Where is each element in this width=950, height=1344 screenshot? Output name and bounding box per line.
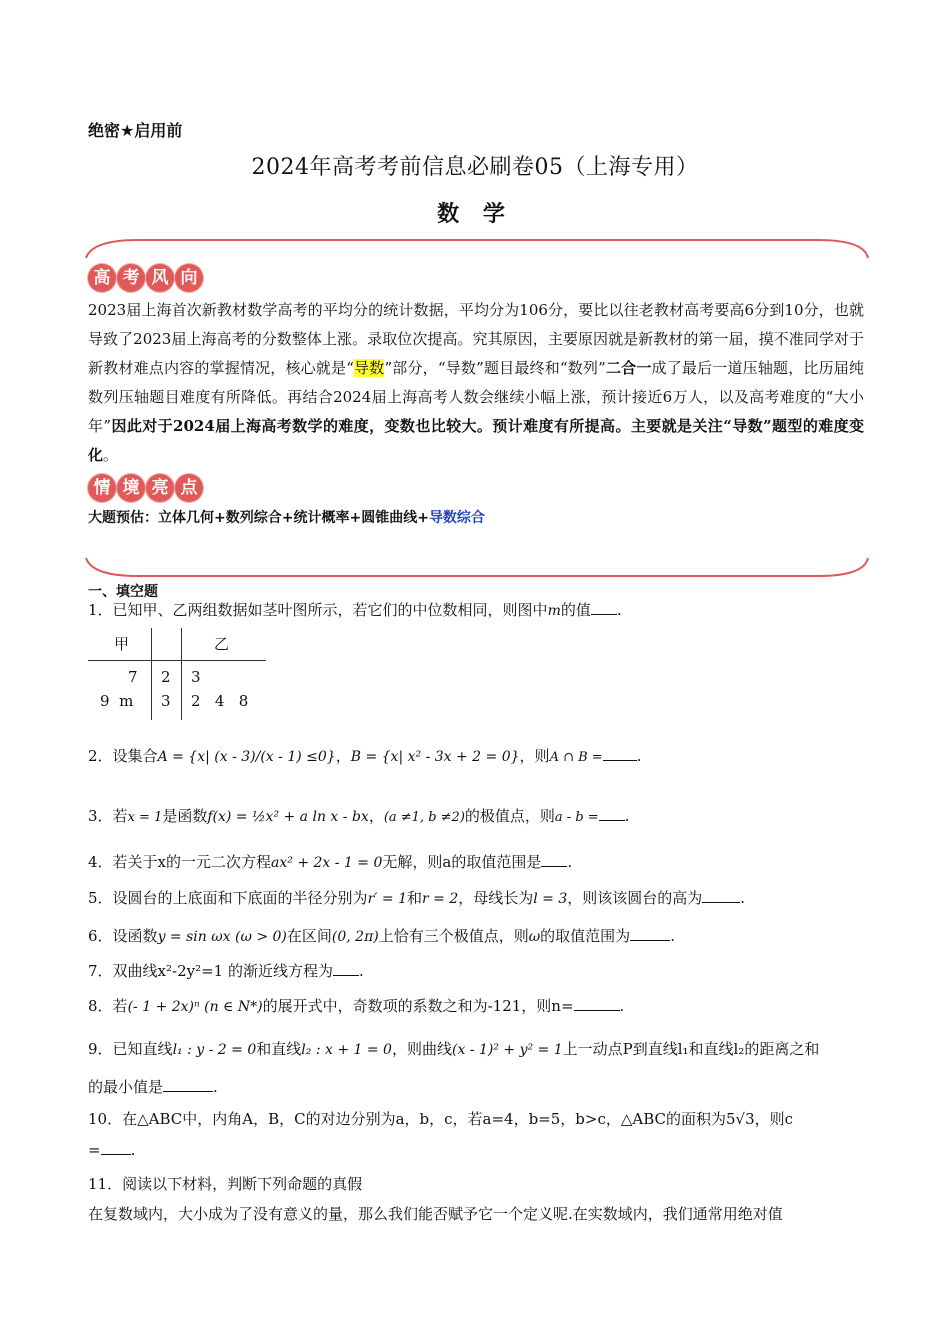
question-text: 和 (406, 889, 422, 907)
math-expression: (- 1 + 2x)ⁿ (n ∈ N*) (127, 999, 263, 1015)
answer-blank[interactable] (591, 600, 617, 615)
question-text: . (567, 853, 573, 871)
math-expression: l = 3 (533, 891, 568, 907)
question-text: 在复数域内，大小成为了没有意义的量，那么我们能否赋予它一个定义呢.在实数域内，我们通常用绝对值 (88, 1205, 783, 1223)
math-expression: B = {x| x² - 3x + 2 = 0} (350, 749, 520, 765)
trend-text: 2023届上海首次新教材数学高考的平均分的统计数据，平均分为106分，要比以往老教材高考要高6分到10分，也就导致了2023届上海高考的分数整体上涨。录取位次提高。究其原因，主要原因就是新教材的第一届，摸不准同学对于新教材难点内容的掌握情况，核心就是“ (88, 301, 864, 377)
question-1 (88, 599, 622, 622)
question-text: 的展开式中，奇数项的系数之和为-121，则n= (262, 997, 574, 1015)
question-text: . (740, 889, 746, 907)
stem-value: 3 (161, 692, 171, 710)
question-text: = (88, 1141, 101, 1159)
trend-text: 成了最后一道压轴题，比历届纯数列压轴题目难度有所降低。再结合2024届上海高考人数会继续小幅上涨，预计接近6万人，以及高考难度的“大小年” (88, 359, 864, 435)
question-4 (88, 851, 572, 874)
leaf-right: 2 4 8 (191, 692, 249, 710)
math-expression: l₁ : y - 2 = 0 (172, 1042, 257, 1058)
question-8 (88, 995, 624, 1018)
question-text: 的值 (560, 601, 591, 619)
stem-left-header: 甲 (114, 635, 130, 653)
question-text: 在区间 (286, 927, 332, 945)
trend-text: 。 (103, 446, 119, 464)
question-text: ， (335, 747, 351, 765)
question-number: 9． (88, 1040, 113, 1058)
math-expression: A = {x| (x - 3)/(x - 1) ≤0} (157, 749, 336, 765)
question-text: ，则 (519, 747, 550, 765)
question-number: 4． (88, 853, 113, 871)
question-text: 的最小值是 (88, 1078, 164, 1096)
scenario-highlight: 导数综合 (428, 510, 485, 526)
math-expression: y = sin ωx (ω > 0) (157, 929, 287, 945)
badge-char: 高 (88, 264, 116, 292)
question-text: . (616, 601, 622, 619)
answer-blank[interactable] (603, 746, 637, 761)
question-number: 1． (88, 601, 113, 619)
badge-char: 情 (88, 474, 116, 502)
question-text: 若 (112, 997, 128, 1015)
question-text: 设函数 (112, 927, 158, 945)
question-text: 是函数 (162, 807, 208, 825)
leaf-left: 9 m (100, 692, 134, 710)
question-text: 若 (112, 807, 128, 825)
math-expression: (x - 1)² + y² = 1 (451, 1042, 563, 1058)
math-expression: f(x) = ½x² + a ln x - bx (207, 809, 369, 825)
answer-blank[interactable] (163, 1077, 213, 1092)
scenario-badges (88, 474, 204, 502)
question-text: ，则曲线 (391, 1040, 452, 1058)
question-9-line2 (88, 1076, 218, 1098)
question-11 (88, 1173, 362, 1195)
question-text: . (619, 997, 625, 1015)
question-7 (88, 960, 364, 982)
question-text: . (359, 962, 364, 980)
question-text: 在△ABC中，内角A，B，C的对边分别为a，b，c，若a=4，b=5，b>c，△ABC的面积为5√3，则c (122, 1110, 794, 1128)
question-text: 已知直线 (112, 1040, 173, 1058)
stem-hline (88, 660, 266, 661)
exam-title: 2024年高考考前信息必刷卷05（上海专用） (251, 155, 699, 180)
confidential-label: 绝密★启用前 (88, 121, 183, 140)
question-number: 10． (88, 1110, 123, 1128)
question-2 (88, 745, 641, 769)
question-number: 3． (88, 807, 113, 825)
answer-blank[interactable] (574, 996, 620, 1011)
math-expression: x = 1 (127, 810, 163, 825)
question-number: 8． (88, 997, 113, 1015)
answer-blank[interactable] (541, 852, 567, 867)
stem-vline (181, 628, 182, 720)
answer-blank[interactable] (101, 1140, 131, 1155)
question-text: 阅读以下材料，判断下列命题的真假 (122, 1175, 363, 1193)
question-10 (88, 1108, 793, 1130)
stem-right-header: 乙 (214, 635, 230, 653)
badge-char: 风 (146, 264, 174, 292)
trend-badges (88, 264, 204, 292)
question-text: 设圆台的上底面和下底面的半径分别为 (112, 889, 368, 907)
question-number: 2． (88, 747, 113, 765)
badge-char: 亮 (146, 474, 174, 502)
answer-blank[interactable] (630, 926, 670, 941)
question-text: 的取值范围为 (540, 927, 631, 945)
answer-blank[interactable] (599, 806, 625, 821)
math-expression: r′ = 1 (367, 891, 407, 907)
question-text: 已知甲、乙两组数据如茎叶图所示，若它们的中位数相同，则图中 (112, 601, 548, 619)
math-expression: A ∩ B = (549, 750, 603, 765)
badge-char: 点 (175, 474, 203, 502)
question-text: . (636, 747, 642, 765)
section-title: 一、填空题 (88, 584, 158, 600)
scenario-text: +圆锥曲线+ (349, 510, 429, 526)
question-11-line2 (88, 1203, 783, 1225)
math-var: ω (528, 929, 541, 945)
badge-char: 考 (117, 264, 145, 292)
math-expression: l₂ : x + 1 = 0 (301, 1042, 392, 1058)
question-3: 3．若x = 1是函数f(x) = ½x² + a ln x - bx，(a ≠1, b ≠2)的极值点，则a - b = . (88, 807, 630, 825)
stem-vline (151, 628, 152, 720)
question-number: 6． (88, 927, 113, 945)
stem-leaf-plot (88, 628, 268, 723)
badge-char: 向 (175, 264, 203, 292)
math-expression: ax² + 2x - 1 = 0 (271, 855, 383, 871)
question-text: 若关于x的一元二次方程 (112, 853, 272, 871)
question-text: . (624, 807, 630, 825)
math-expression: a - b = (554, 810, 599, 825)
question-text: ，则该该圆台的高为 (567, 889, 703, 907)
question-text: 双曲线x²-2y²=1 的渐近线方程为 (112, 962, 333, 980)
scenario-line (88, 507, 485, 529)
question-text: 上恰有三个极值点，则 (378, 927, 529, 945)
question-text: . (213, 1078, 218, 1096)
question-text: ，母线长为 (458, 889, 534, 907)
trend-text: ”部分，“导数”题目最终和“数列” (384, 359, 606, 377)
question-number: 7． (88, 962, 113, 980)
bold-text: 二合一 (605, 359, 652, 377)
question-5 (88, 887, 745, 910)
math-var: m (547, 603, 561, 619)
badge-char: 境 (117, 474, 145, 502)
question-10-line2 (88, 1139, 135, 1161)
question-number: 11． (88, 1175, 123, 1193)
trend-paragraph (88, 296, 864, 470)
stem-value: 2 (161, 668, 171, 686)
math-expression: (0, 2π) (331, 929, 379, 945)
answer-blank[interactable] (333, 961, 359, 976)
question-text: 的极值点，则 (464, 807, 555, 825)
question-text: 上一动点P到直线l₁和直线l₂的距离之和 (562, 1040, 820, 1058)
question-text: 设集合 (112, 747, 158, 765)
bold-text: 因此对于2024届上海高考数学的难度，变数也比较大。预计难度有所提高。主要就是关注“导数”题型的难度变化 (88, 417, 865, 464)
math-expression: r = 2 (422, 891, 459, 907)
math-expression: (a ≠1, b ≠2) (383, 810, 465, 825)
question-text: 和直线 (256, 1040, 302, 1058)
question-6 (88, 925, 675, 948)
highlight-derivative: 导数 (353, 359, 385, 377)
question-number: 5． (88, 889, 113, 907)
question-text: . (130, 1141, 136, 1159)
leaf-left: 7 (128, 668, 138, 686)
question-9 (88, 1038, 819, 1061)
question-text: . (670, 927, 675, 945)
scenario-text: 大题预估：立体几何+数列综合+统计概率 (88, 510, 350, 526)
question-text: 无解，则a的取值范围是 (382, 853, 542, 871)
leaf-right: 3 (191, 668, 201, 686)
subject-title: 数 学 (437, 201, 513, 227)
answer-blank[interactable] (702, 888, 740, 903)
